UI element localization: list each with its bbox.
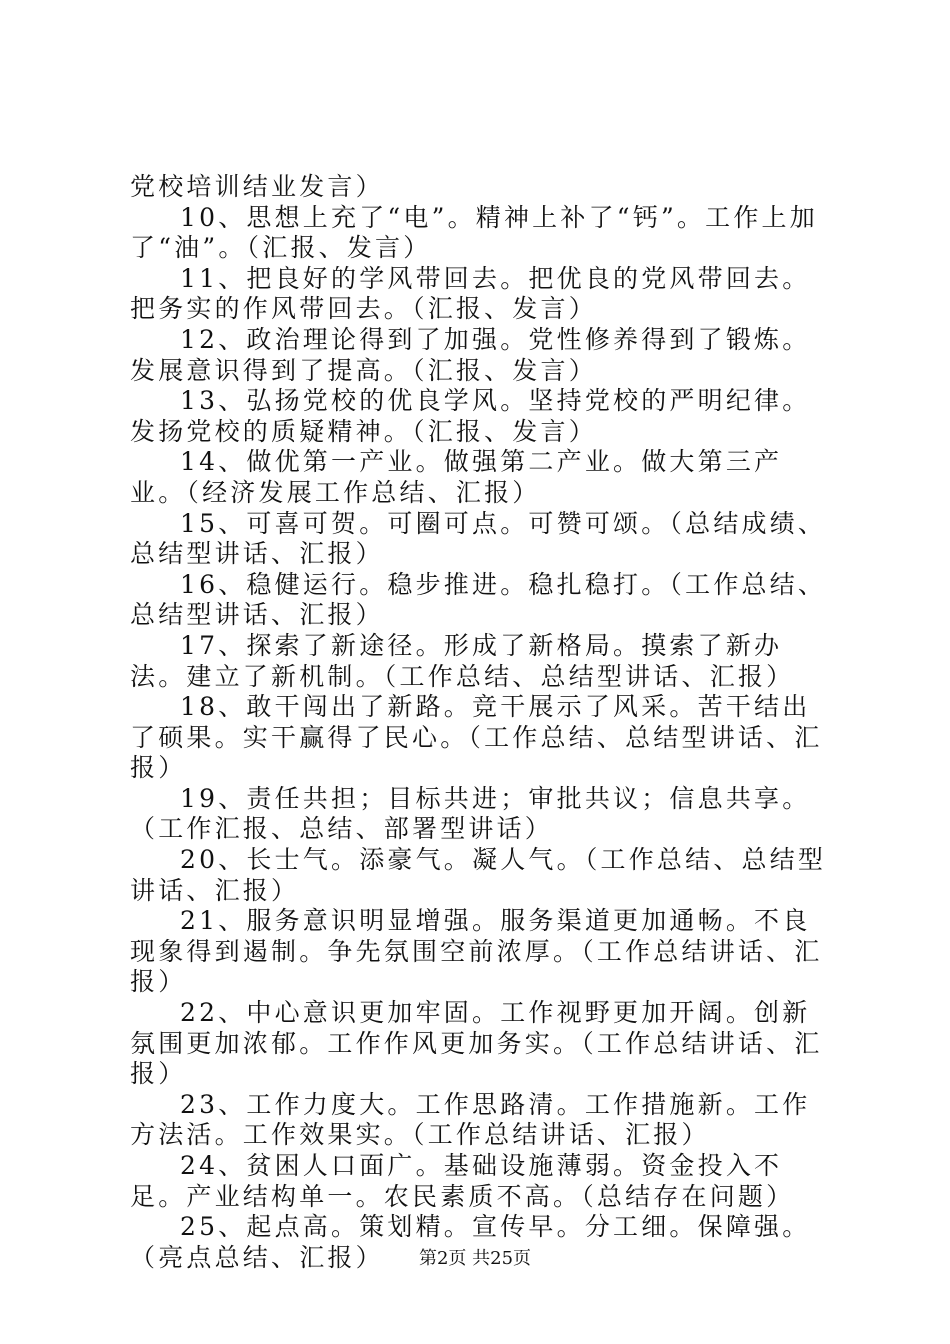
paragraph-13: 13、弘扬党校的优良学风。坚持党校的严明纪律。发扬党校的质疑精神。（汇报、发言） (130, 386, 811, 446)
paragraph-11: 11、把良好的学风带回去。把优良的党风带回去。把务实的作风带回去。（汇报、发言） (130, 263, 811, 324)
paragraph-21: 21、服务意识明显增强。服务渠道更加通畅。不良现象得到遏制。争先氛围空前浓厚。（工作总结讲话、汇报） (130, 906, 823, 997)
paragraph-14: 14、做优第一产业。做强第二产业。做大第三产业。（经济发展工作总结、汇报） (130, 447, 783, 507)
paragraph-15: 15、可喜可贺。可圈可点。可赞可颂。（总结成绩、总结型讲话、汇报） (130, 508, 827, 569)
paragraph-23: 23、工作力度大。工作思路清。工作措施新。工作方法活。工作效果实。（工作总结讲话、汇报） (130, 1089, 811, 1150)
paragraph-18: 18、敢干闯出了新路。竞干展示了风采。苦干结出了硕果。实干赢得了民心。（工作总结、总结型讲话、汇报） (130, 692, 823, 783)
lead-line: 党校培训结业发言） (130, 172, 384, 201)
paragraph-20: 20、长士气。添豪气。凝人气。（工作总结、总结型讲话、汇报） (130, 845, 827, 905)
paragraph-22: 22、中心意识更加牢固。工作视野更加开阔。创新氛围更加浓郁。工作作风更加务实。（工作总结讲话、汇报） (130, 998, 823, 1089)
paragraph-19: 19、责任共担；目标共进；审批共议；信息共享。（工作汇报、总结、部署型讲话） (130, 783, 811, 844)
page-number-footer: 第2页 共25页 (418, 1248, 532, 1269)
paragraph-24: 24、贫困人口面广。基础设施薄弱。资金投入不足。产业结构单一。农民素质不高。（总结存在问题） (130, 1151, 795, 1211)
paragraph-16: 16、稳健运行。稳步推进。稳扎稳打。（工作总结、总结型讲话、汇报） (130, 569, 827, 630)
paragraph-25: 25、起点高。策划精。宣传早。分工细。保障强。（亮点总结、汇报） (130, 1212, 811, 1272)
paragraph-17: 17、探索了新途径。形成了新格局。摸索了新办法。建立了新机制。（工作总结、总结型讲话、汇报） (130, 630, 795, 691)
document-body (130, 172, 836, 1273)
paragraph-10: 10、思想上充了“电”。精神上补了“钙”。工作上加了“油”。（汇报、发言） (130, 202, 818, 263)
paragraph-12: 12、政治理论得到了加强。党性修养得到了锻炼。发展意识得到了提高。（汇报、发言） (130, 324, 811, 385)
